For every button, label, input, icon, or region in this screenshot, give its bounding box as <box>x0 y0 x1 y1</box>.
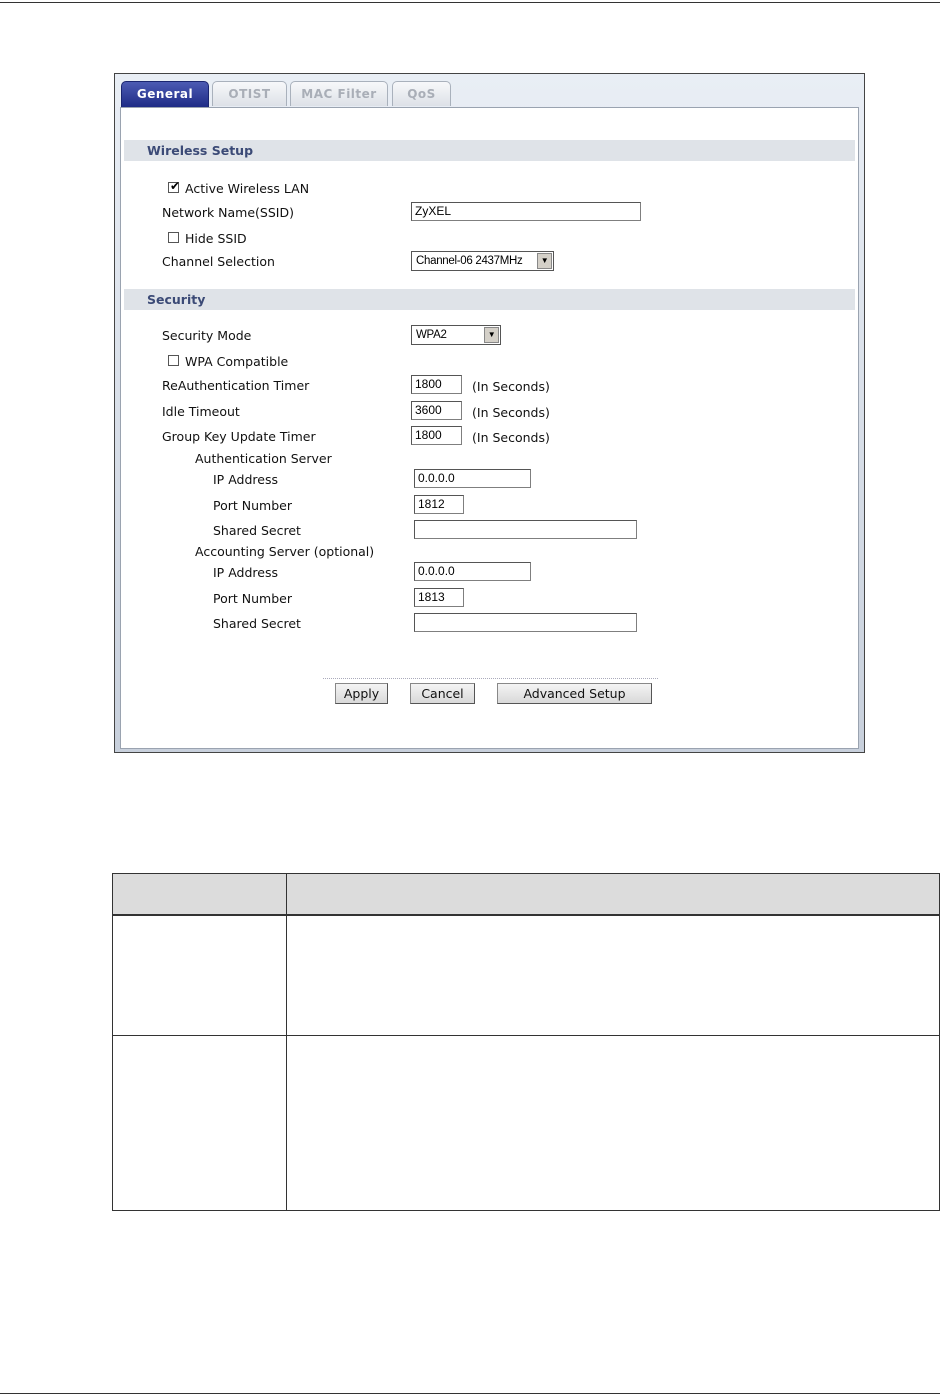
acct-ip-label: IP Address <box>213 565 278 580</box>
active-wireless-lan-label: Active Wireless LAN <box>185 181 310 196</box>
table-header-cell <box>113 874 287 916</box>
hide-ssid-label: Hide SSID <box>185 231 247 246</box>
table-cell <box>287 1036 940 1211</box>
reauth-timer-unit: (In Seconds) <box>472 379 550 394</box>
channel-selection-label: Channel Selection <box>162 254 275 269</box>
active-wireless-lan-checkbox[interactable] <box>168 179 181 193</box>
dropdown-arrow-icon[interactable]: ▼ <box>537 253 552 269</box>
general-panel <box>120 107 859 749</box>
security-mode-value: WPA2 <box>416 329 447 341</box>
reauth-timer-input[interactable]: 1800 <box>411 375 462 394</box>
auth-secret-input[interactable] <box>414 520 637 539</box>
channel-select[interactable] <box>411 251 554 271</box>
auth-ip-input[interactable]: 0.0.0.0 <box>414 469 531 488</box>
table-header-cell <box>287 874 940 916</box>
table-row <box>113 915 940 1036</box>
auth-port-label: Port Number <box>213 498 292 513</box>
security-header: Security <box>124 289 855 310</box>
idle-timeout-input[interactable]: 3600 <box>411 401 462 420</box>
page-top-rule <box>0 2 940 3</box>
acct-port-label: Port Number <box>213 591 292 606</box>
auth-port-input[interactable]: 1812 <box>414 495 464 514</box>
button-divider <box>323 678 658 679</box>
table-row <box>113 1036 940 1211</box>
dropdown-arrow-icon[interactable]: ▼ <box>484 327 499 343</box>
acct-secret-input[interactable] <box>414 613 637 632</box>
security-mode-select[interactable] <box>411 325 501 345</box>
ssid-input[interactable]: ZyXEL <box>411 202 641 221</box>
acct-secret-label: Shared Secret <box>213 616 301 631</box>
security-mode-label: Security Mode <box>162 328 252 343</box>
tab-otist[interactable]: OTIST <box>212 81 287 106</box>
acct-port-input[interactable]: 1813 <box>414 588 464 607</box>
table-cell <box>113 1036 287 1211</box>
channel-select-value: Channel-06 2437MHz <box>416 255 523 267</box>
auth-secret-label: Shared Secret <box>213 523 301 538</box>
table-header-row <box>113 874 940 916</box>
page-bottom-rule <box>0 1393 940 1394</box>
reauth-timer-label: ReAuthentication Timer <box>162 378 310 393</box>
table-cell <box>287 915 940 1036</box>
cancel-button[interactable]: Cancel <box>410 683 475 704</box>
idle-timeout-label: Idle Timeout <box>162 404 240 419</box>
checkmark-icon: ✔ <box>170 179 181 193</box>
advanced-setup-button[interactable]: Advanced Setup <box>497 683 652 704</box>
acct-ip-input[interactable]: 0.0.0.0 <box>414 562 531 581</box>
wpa-compatible-label: WPA Compatible <box>185 354 289 369</box>
acct-server-heading: Accounting Server (optional) <box>195 544 375 559</box>
wpa-compatible-checkbox[interactable] <box>168 355 179 366</box>
idle-timeout-unit: (In Seconds) <box>472 405 550 420</box>
ssid-label: Network Name(SSID) <box>162 205 294 220</box>
tab-qos[interactable]: QoS <box>392 81 451 106</box>
description-table <box>112 873 940 1211</box>
table-cell <box>113 915 287 1036</box>
group-key-timer-unit: (In Seconds) <box>472 430 550 445</box>
group-key-timer-label: Group Key Update Timer <box>162 429 316 444</box>
hide-ssid-checkbox[interactable] <box>168 232 179 243</box>
tab-mac-filter[interactable]: MAC Filter <box>290 81 388 106</box>
apply-button[interactable]: Apply <box>335 683 388 704</box>
wireless-setup-header: Wireless Setup <box>124 140 855 161</box>
wireless-settings-window <box>114 73 865 753</box>
tab-general[interactable]: General <box>121 81 209 107</box>
auth-ip-label: IP Address <box>213 472 278 487</box>
group-key-timer-input[interactable]: 1800 <box>411 426 462 445</box>
auth-server-heading: Authentication Server <box>195 451 332 466</box>
